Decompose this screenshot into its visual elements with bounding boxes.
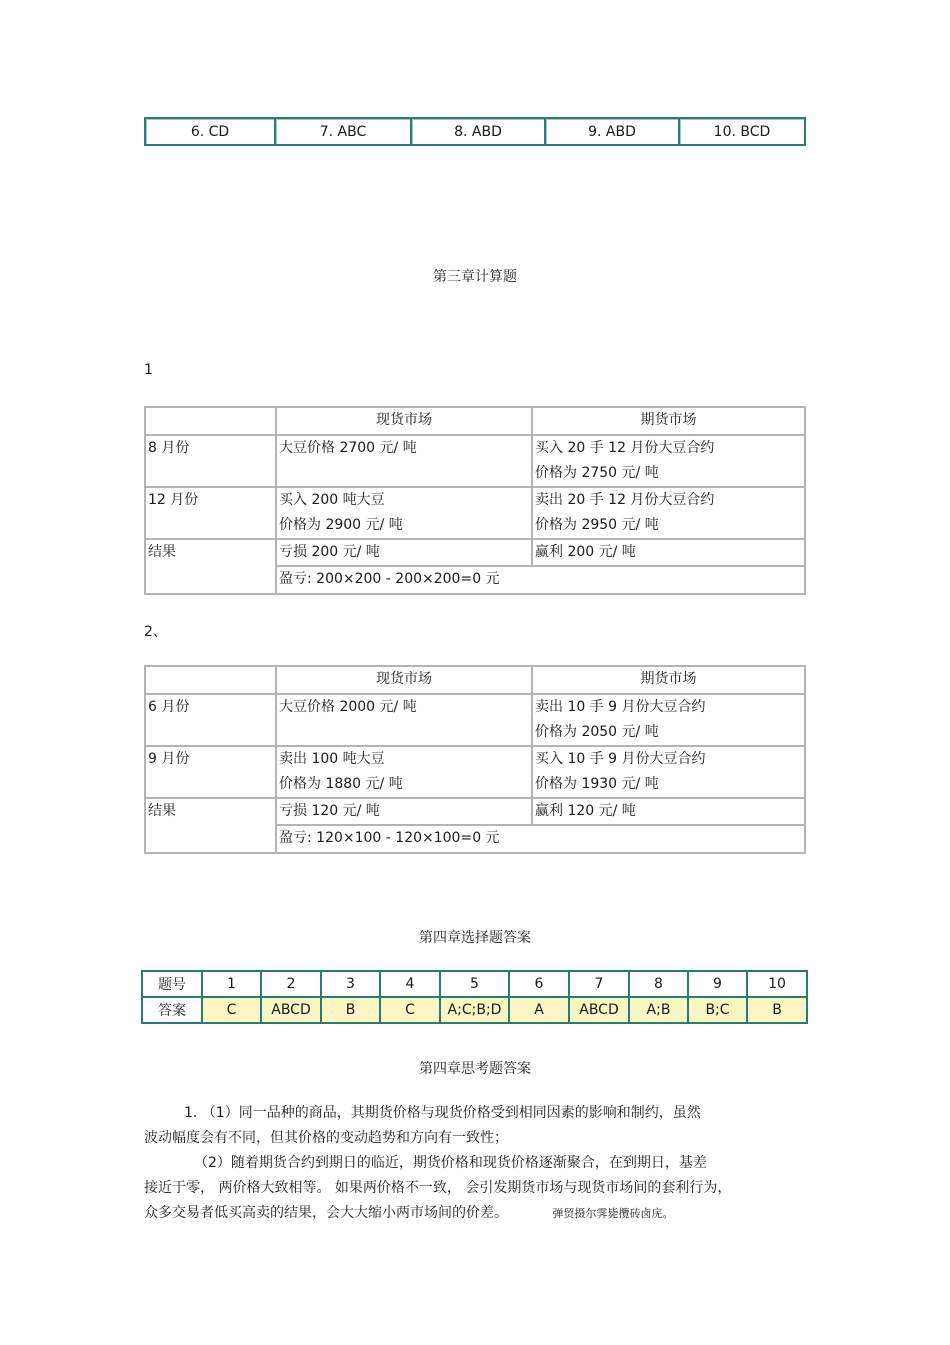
answer-cell: C <box>202 997 261 1023</box>
futures-line: 价格为 1930 元/ 吨 <box>535 776 659 792</box>
spot-line: 价格为 2900 元/ 吨 <box>279 517 403 533</box>
question-number: 1 <box>202 971 261 997</box>
result-label: 结果 <box>145 798 276 853</box>
answer-cell: C <box>380 997 440 1023</box>
header-cell <box>145 666 276 694</box>
answer-cell: ABCD <box>261 997 321 1023</box>
futures-line: 买入 10 手 9 月份大豆合约 <box>535 751 706 767</box>
futures-line: 价格为 2950 元/ 吨 <box>535 517 659 533</box>
spot-cell <box>276 746 532 798</box>
answer-cell: ABCD <box>569 997 629 1023</box>
strip-cell: 9. ABD <box>545 118 679 145</box>
answer-strip <box>144 117 806 146</box>
chapter3-title: 第三章计算题 <box>433 269 517 285</box>
spot-cell: 大豆价格 2000 元/ 吨 <box>276 694 532 746</box>
profit-cell: 盈亏: 200×200 - 200×200=0 元 <box>276 566 805 594</box>
row-label: 答案 <box>142 997 202 1023</box>
spot-result: 亏损 120 元/ 吨 <box>276 798 532 825</box>
strip-cell: 8. ABD <box>411 118 545 145</box>
futures-line: 买入 20 手 12 月份大豆合约 <box>535 440 715 456</box>
paragraph-line: 1. （1）同一品种的商品，其期货价格与现货价格受到相同因素的影响和制约，虽然 <box>184 1105 701 1121</box>
spot-line: 卖出 100 吨大豆 <box>279 751 385 767</box>
futures-cell <box>532 694 805 746</box>
answer-cell: B <box>321 997 380 1023</box>
futures-cell <box>532 435 805 487</box>
futures-line: 卖出 10 手 9 月份大豆合约 <box>535 699 706 715</box>
spot-cell <box>276 487 532 539</box>
period-cell: 12 月份 <box>145 487 276 539</box>
strip-cell: 10. BCD <box>679 118 805 145</box>
paragraph-note: 弹贸摄尔霁毙攬砖卤庑。 <box>552 1207 674 1220</box>
profit-cell: 盈亏: 120×100 - 120×100=0 元 <box>276 825 805 853</box>
problem2-table <box>144 665 806 854</box>
row-label: 题号 <box>142 971 202 997</box>
question-number: 4 <box>380 971 440 997</box>
question-number: 7 <box>569 971 629 997</box>
header-cell: 现货市场 <box>276 666 532 694</box>
chapter4-answer-table <box>141 970 808 1024</box>
question-number: 3 <box>321 971 380 997</box>
header-cell: 期货市场 <box>532 407 805 435</box>
period-cell: 8 月份 <box>145 435 276 487</box>
answer-cell: A;C;B;D <box>440 997 509 1023</box>
answer-cell: B <box>747 997 807 1023</box>
question-number: 5 <box>440 971 509 997</box>
strip-cell: 6. CD <box>145 118 275 145</box>
header-cell: 期货市场 <box>532 666 805 694</box>
strip-cell: 7. ABC <box>275 118 411 145</box>
futures-cell <box>532 746 805 798</box>
paragraph-text: 众多交易者低买高卖的结果，会大大缩小两市场间的价差。 <box>144 1205 508 1221</box>
period-cell: 9 月份 <box>145 746 276 798</box>
futures-cell <box>532 487 805 539</box>
paragraph-line: 波动幅度会有不同，但其价格的变动趋势和方向有一致性； <box>144 1130 508 1146</box>
chapter4-choice-title: 第四章选择题答案 <box>419 930 531 946</box>
answer-cell: A;B <box>629 997 688 1023</box>
futures-line: 价格为 2050 元/ 吨 <box>535 724 659 740</box>
problem1-table <box>144 406 806 595</box>
spot-line: 价格为 1880 元/ 吨 <box>279 776 403 792</box>
answer-cell: A <box>509 997 569 1023</box>
header-cell <box>145 407 276 435</box>
question-number: 8 <box>629 971 688 997</box>
question-number: 2 <box>261 971 321 997</box>
period-cell: 6 月份 <box>145 694 276 746</box>
paragraph-line: （2）随着期货合约到期日的临近，期货价格和现货价格逐渐聚合，在到期日，基差 <box>194 1155 707 1171</box>
spot-line: 买入 200 吨大豆 <box>279 492 385 508</box>
problem1-label: 1 <box>144 362 153 378</box>
spot-cell: 大豆价格 2700 元/ 吨 <box>276 435 532 487</box>
futures-line: 价格为 2750 元/ 吨 <box>535 465 659 481</box>
header-cell: 现货市场 <box>276 407 532 435</box>
question-number: 10 <box>747 971 807 997</box>
answer-cell: B;C <box>688 997 747 1023</box>
problem2-label: 2、 <box>144 624 167 640</box>
futures-line: 卖出 20 手 12 月份大豆合约 <box>535 492 715 508</box>
question-number: 9 <box>688 971 747 997</box>
question-number: 6 <box>509 971 569 997</box>
paragraph-line <box>144 1201 806 1226</box>
futures-result: 赢利 120 元/ 吨 <box>532 798 805 825</box>
paragraph-line: 接近于零， 两价格大致相等。 如果两价格不一致， 会引发期货市场与现货市场间的套利行为， <box>144 1180 732 1196</box>
chapter4-thinking-title: 第四章思考题答案 <box>419 1061 531 1077</box>
result-label: 结果 <box>145 539 276 594</box>
thinking-answer <box>144 1101 806 1226</box>
futures-result: 赢利 200 元/ 吨 <box>532 539 805 566</box>
spot-result: 亏损 200 元/ 吨 <box>276 539 532 566</box>
